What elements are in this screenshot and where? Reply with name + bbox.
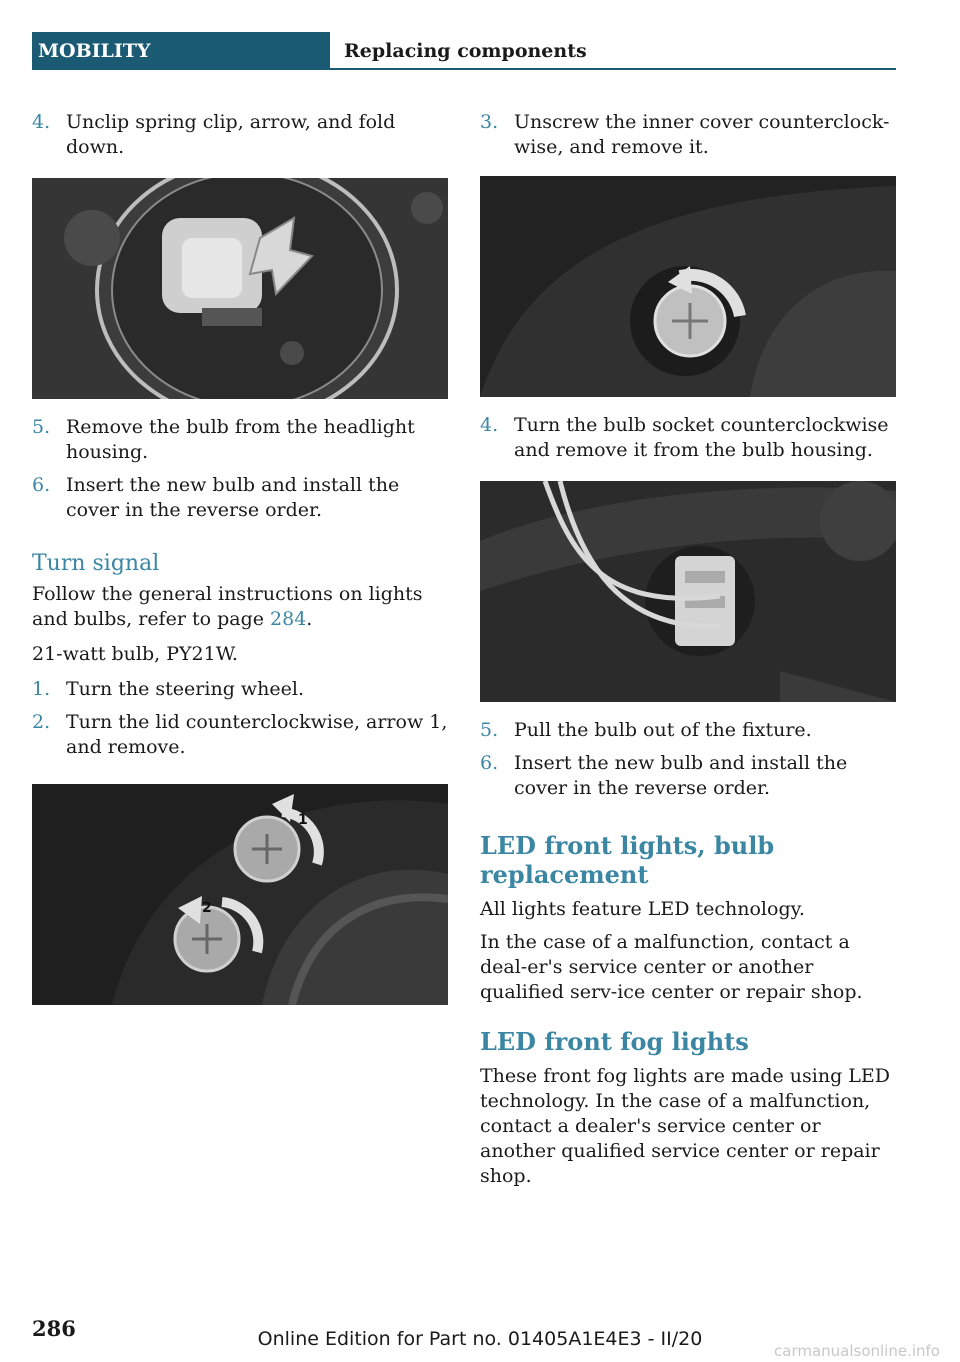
step-number: 4. — [480, 414, 499, 436]
page-284-link[interactable]: 284 — [270, 608, 307, 630]
step-number: 6. — [480, 752, 499, 774]
step-4-socket — [480, 413, 896, 463]
step-number: 5. — [32, 416, 51, 438]
step-text: Insert the new bulb and install the cover in the reverse order. — [514, 752, 848, 799]
step-6-insert-bulb — [32, 473, 448, 523]
intro-text: Follow the general instructions on lights and bulbs, refer to page — [32, 583, 423, 630]
turn-step-2 — [32, 710, 448, 760]
led-fog-heading: LED front fog lights — [480, 1027, 749, 1056]
section-tab: MOBILITY — [32, 32, 330, 70]
bulb-spec: 21-watt bulb, PY21W. — [32, 643, 238, 665]
led-front-p2: In the case of a malfunction, contact a deal-er's service center or another qualified serv-ice center or repair shop. — [480, 931, 863, 1003]
step-text: Turn the steering wheel. — [66, 678, 305, 700]
arrow-2-label: 2 — [202, 900, 212, 916]
wheel-arch-lids-figure — [32, 784, 448, 1005]
led-front-heading: LED front lights, bulb replacement — [480, 831, 775, 889]
step-text: Unscrew the inner cover counterclock-wise, and remove it. — [514, 111, 890, 158]
step-text: Turn the bulb socket counterclockwise and remove it from the bulb housing. — [514, 414, 889, 461]
step-number: 2. — [32, 711, 51, 733]
right-column — [480, 110, 896, 1189]
arrow-1-label: 1 — [298, 812, 308, 828]
step-text: Insert the new bulb and install the cover in the reverse order. — [66, 474, 400, 521]
step-5-pull-bulb — [480, 718, 896, 743]
turn-signal-intro — [32, 582, 448, 632]
inner-cover-figure — [480, 176, 896, 397]
step-6-insert-new — [480, 751, 896, 801]
edition-footer: Online Edition for Part no. 01405A1E4E3 - II/20 — [257, 1328, 703, 1350]
led-fog-p1: These front fog lights are made using LED technology. In the case of a malfunction, contact a dealer's service center or another qualified service center or repair shop. — [480, 1065, 891, 1187]
step-5-remove-bulb — [32, 415, 448, 465]
step-4-unclip — [32, 110, 448, 160]
intro-period: . — [306, 608, 313, 630]
page-number: 286 — [32, 1316, 76, 1341]
step-text: Unclip spring clip, arrow, and fold down. — [66, 111, 396, 158]
step-text: Turn the lid counterclockwise, arrow 1, and remove. — [66, 711, 448, 758]
turn-step-1 — [32, 677, 448, 702]
step-number: 5. — [480, 719, 499, 741]
led-front-p1: All lights feature LED technology. — [480, 898, 805, 920]
step-3-unscrew — [480, 110, 896, 160]
left-column — [32, 110, 448, 1005]
step-number: 1. — [32, 678, 51, 700]
step-text: Remove the bulb from the headlight housing. — [66, 416, 415, 463]
step-text: Pull the bulb out of the fixture. — [514, 719, 812, 741]
watermark: carmanualsonline.info — [774, 1342, 940, 1360]
headlight-bulb-figure — [32, 178, 448, 399]
step-number: 3. — [480, 111, 499, 133]
step-number: 4. — [32, 111, 51, 133]
turn-signal-heading: Turn signal — [32, 551, 160, 576]
bulb-socket-figure — [480, 481, 896, 702]
page-title: Replacing components — [330, 32, 896, 70]
step-number: 6. — [32, 474, 51, 496]
